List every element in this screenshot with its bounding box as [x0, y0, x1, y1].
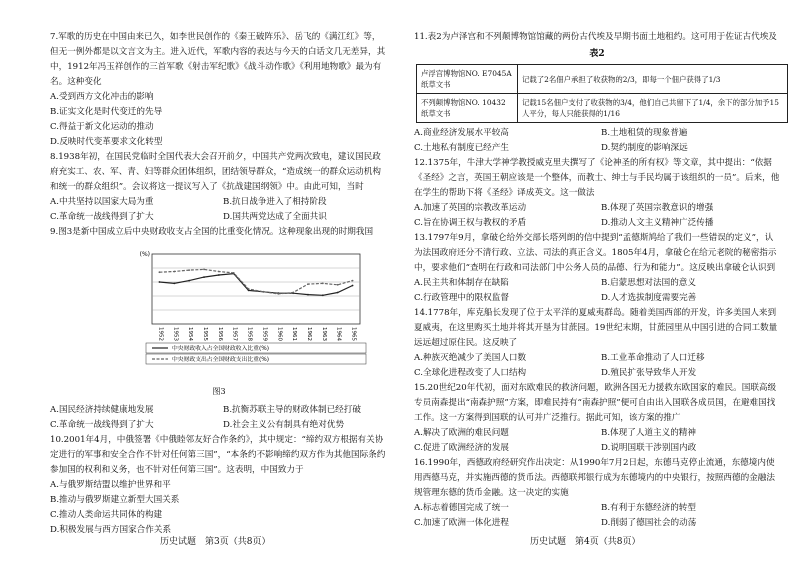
option-b: B.证实文化是时代变迁的先导	[50, 107, 163, 117]
series-line-1	[159, 274, 352, 296]
options	[50, 403, 388, 433]
data-point	[203, 269, 205, 271]
option-c: C.行政管理中的限权监督	[414, 293, 509, 303]
x-tick-label: 1957	[231, 327, 238, 341]
x-tick-label: 1953	[172, 327, 179, 341]
question-stem: 10.2001年4月，中俄签署《中俄睦邻友好合作条约》，其中规定：“缔约双方根据有关协定进行的军事和安全合作不针对任何第三国”，“本条约不影响缔约双方作为其他国际条约参加国的权利和义务，也不针对任何第三国”。这表明，中国致力于	[50, 435, 386, 475]
option-b: B.体现了人道主义的精神	[601, 428, 696, 438]
x-tick-label: 1959	[261, 327, 268, 341]
page-footer: 历史试题 第3页（共8页）	[160, 537, 271, 547]
option-b: B.抗衡苏联主导的财政体制已经打破	[223, 405, 361, 415]
question-stem: 11.表2为卢泽宫和不列颠博物馆馆藏的两份古代埃及早期书面土地租约。这可用于佐证古代埃及	[414, 32, 777, 42]
table-cell: 记载了2名佃户承担了收获物的2/3，即每一个佃户获得了1/3	[518, 65, 788, 94]
option-d: D.说明国联干涉别国内政	[601, 443, 697, 453]
data-point	[307, 283, 309, 285]
question-12	[414, 156, 780, 231]
option-c: C.得益于新文化运动的推动	[50, 122, 154, 132]
question-stem: 8.1938年初，在国民党临时全国代表大会召开前夕，中国共产党两次致电，建议国民政府充实工、农、军、青、妇等群众团体组织，团结领导群众，“造成统一的群众运动机构和统一的群众组织”。会议将这一提议写入了《抗战建国纲领》中。由此可知，当时	[50, 152, 381, 192]
question-stem: 12.1375年，牛津大学神学教授威克里夫撰写了《论神圣的所有权》等文章，其中提出：“依据《圣经》之言，英国王朝应该是一个整体，而教士、绅士与手民均属于该组织的一员”。后来，他在学生的帮助下将《圣经》译成英文。这一做法	[414, 158, 780, 198]
data-point	[218, 271, 220, 273]
option-c: C.革命统一战线得到了扩大	[50, 420, 154, 430]
data-point	[337, 292, 339, 294]
question-stem: 7.军歌的历史在中国由来已久，如李世民创作的《秦王破阵乐》、岳飞的《满江红》等，但无一例外都是以文言文为主。进入近代，军歌内容的表达与今天的白话文几无差异，其中，1912年冯玉祥创作的三首军歌《射击军纪歌》《战斗动作歌》《利用地物歌》最为有名。这种变化	[50, 32, 386, 87]
data-point	[173, 283, 175, 285]
y-axis-label: (%)	[139, 251, 150, 258]
option-c: C.土地私有制度已经产生	[414, 143, 509, 153]
question-8	[50, 150, 388, 225]
option-d: D.削弱了德国社会的动荡	[601, 518, 697, 528]
options	[50, 478, 388, 538]
option-d: D.社会主义公有制具有绝对优势	[223, 420, 345, 430]
data-point	[337, 284, 339, 286]
option-d: D.人才选拔制度需要完善	[601, 293, 697, 303]
option-a: A.中共坚持以国家大局为重	[50, 197, 154, 207]
question-14	[414, 306, 780, 381]
option-a: A.与俄罗斯结盟以维护世界和平	[50, 480, 171, 490]
option-a: A.商业经济发展水平较高	[414, 128, 509, 138]
option-b: B.土地租赁的现象普遍	[601, 128, 688, 138]
data-point	[203, 276, 205, 278]
option-d: D.契约制度的影响深远	[601, 143, 688, 153]
options	[50, 195, 388, 225]
data-point	[248, 288, 250, 290]
option-c: C.加速了欧洲一体化进程	[414, 518, 509, 528]
question-stem: 9.图3是新中国成立后中央财政收支占全国的比重变化情况。这种现象出现的时期我国	[50, 227, 374, 237]
data-point	[352, 285, 354, 287]
x-tick-label: 1960	[276, 327, 283, 341]
chart-svg	[130, 242, 370, 382]
options	[414, 426, 780, 456]
option-a: A.国民经济持续健康地发展	[50, 405, 154, 415]
page-4	[400, 0, 800, 565]
table-row	[417, 65, 788, 94]
x-tick-label: 1954	[187, 327, 194, 341]
question-15	[414, 381, 780, 456]
option-c: C.革命统一战线得到了扩大	[50, 212, 154, 222]
option-a: A.种族灭绝减少了美国人口数	[414, 353, 527, 363]
x-tick-label: 1955	[202, 327, 208, 341]
question-stem: 16.1990年，西德政府经研究作出决定：从1990年7月2日起，东德马克停止流通，东德境内使用西德马克，并实施西德的货币法。西德联邦银行成为东德境内的中央银行，按照西德的金融法规管理东德的货币金融。这一决定的实施	[414, 458, 775, 498]
line-chart	[130, 242, 370, 382]
option-c: C.推动人类命运共同体的构建	[50, 510, 163, 520]
table-caption: 表2	[589, 49, 605, 59]
option-d: D.反映时代变革要求文化转型	[50, 137, 163, 147]
option-b: B.体现了英国宗教意识的增强	[601, 203, 714, 213]
x-tick-label: 1963	[320, 327, 327, 341]
question-7	[50, 30, 388, 150]
options	[414, 351, 780, 381]
options	[50, 90, 388, 150]
option-b: B.推动与俄罗斯建立新型大国关系	[50, 495, 180, 505]
options	[414, 126, 780, 156]
data-point	[307, 294, 309, 296]
option-b: B.有利于东德经济的转型	[601, 503, 696, 513]
option-b: B.工业革命推动了人口迁移	[601, 353, 705, 363]
options	[414, 276, 780, 306]
option-c: C.全球化进程改变了人口结构	[414, 368, 527, 378]
data-point	[277, 293, 279, 295]
legend-entry: 中央财政支出占全国财政支出比重(%)	[172, 357, 269, 363]
data-point	[263, 291, 265, 293]
option-d: D.推动人文主义精神广泛传播	[601, 218, 714, 228]
option-a: A.受到西方文化冲击的影响	[50, 92, 154, 102]
table-row	[417, 94, 788, 123]
data-point	[188, 280, 190, 282]
data-point	[292, 292, 294, 294]
option-c: C.旨在协调王权与教权的矛盾	[414, 218, 527, 228]
x-tick-label: 1964	[335, 327, 342, 341]
series-line-2	[159, 269, 352, 294]
question-stem: 13.1797年9月，拿破仑给外交部长塔列朗的信中提到“孟德斯鸠给了我们一些错误的定义”，认为法国政府还分不清行政、立法、司法的真正含义。1805年4月，拿破仑在给元老院的秘密指示中，要求他们“查明在行政和司法部门中公务人员的品德、行为和能力”。这反映出拿破仑认识到	[414, 233, 777, 273]
option-b: B.启蒙思想对法国的意义	[601, 278, 696, 288]
option-a: A.民主共和体制存在缺陷	[414, 278, 509, 288]
question-13	[414, 231, 780, 306]
figure-caption: 图3	[212, 387, 226, 396]
page-footer: 历史试题 第4页（共8页）	[530, 537, 641, 547]
data-point	[159, 281, 161, 283]
option-d: D.国共两党达成了全面共识	[223, 212, 327, 222]
x-tick-label: 1965	[350, 327, 357, 341]
option-a: A.加速了英国的宗教改革运动	[414, 203, 527, 213]
option-b: B.抗日战争进入了相持阶段	[223, 197, 327, 207]
x-tick-label: 1952	[157, 327, 164, 341]
plot-frame	[152, 254, 360, 324]
question-stem: 14.1778年，库克船长发现了位于太平洋的夏威夷群岛。随着美国西部的开发，许多美国人来到夏威夷，在这里购买土地并将其开垦为甘蔗园。19世纪末期，甘蔗园里从中国引进的合同工数量远远超过原住民。这反映了	[414, 308, 778, 348]
data-point	[218, 274, 220, 276]
x-tick-label: 1956	[216, 327, 223, 341]
option-a: A.标志着德国完成了统一	[414, 503, 509, 513]
data-point	[188, 269, 190, 271]
data-point	[173, 271, 175, 273]
options	[414, 501, 780, 531]
option-c: C.促进了欧洲经济的发展	[414, 443, 509, 453]
x-tick-label: 1958	[246, 327, 253, 341]
question-16	[414, 456, 780, 531]
table-cell: 记载15名佃户支付了收获物的3/4，他们自己共留下了1/4，余下的部分加予15人平分，每人只能获得的1/16	[518, 94, 788, 123]
table-cell: 卢浮宫博物馆NO. E7045A纸草文书	[417, 65, 518, 94]
data-point	[322, 283, 324, 285]
data-point	[159, 271, 161, 273]
option-d: D.殖民扩张导致华人开发	[601, 368, 697, 378]
option-d: D.积极发展与西方国家合作关系	[50, 525, 172, 535]
options	[414, 201, 780, 231]
legend-entry: 中央财政收入占全国财政收入比重(%)	[172, 346, 269, 352]
option-a: A.解决了欧洲的难民问题	[414, 428, 509, 438]
x-tick-label: 1961	[291, 327, 298, 341]
question-stem: 15.20世纪20年代初，面对东欧难民的救济问题，欧洲各国无力援救东欧国家的难民。国联高级专员南森提出“南森护照”方案，即难民持有“南森护照”便可自由出入国联各成员国，在避难国找工作。这一方案得到国联的认可并广泛推行。据此可知，该方案的推广	[414, 383, 777, 423]
question-11	[414, 30, 780, 156]
question-10	[50, 433, 388, 538]
table-cell: 不列颠博物馆NO. 10432纸草文书	[417, 94, 518, 123]
question-9	[50, 225, 388, 433]
data-point	[233, 272, 235, 274]
data-point	[322, 294, 324, 296]
data-point	[352, 280, 354, 282]
data-table	[416, 64, 788, 123]
x-tick-label: 1962	[306, 327, 312, 341]
